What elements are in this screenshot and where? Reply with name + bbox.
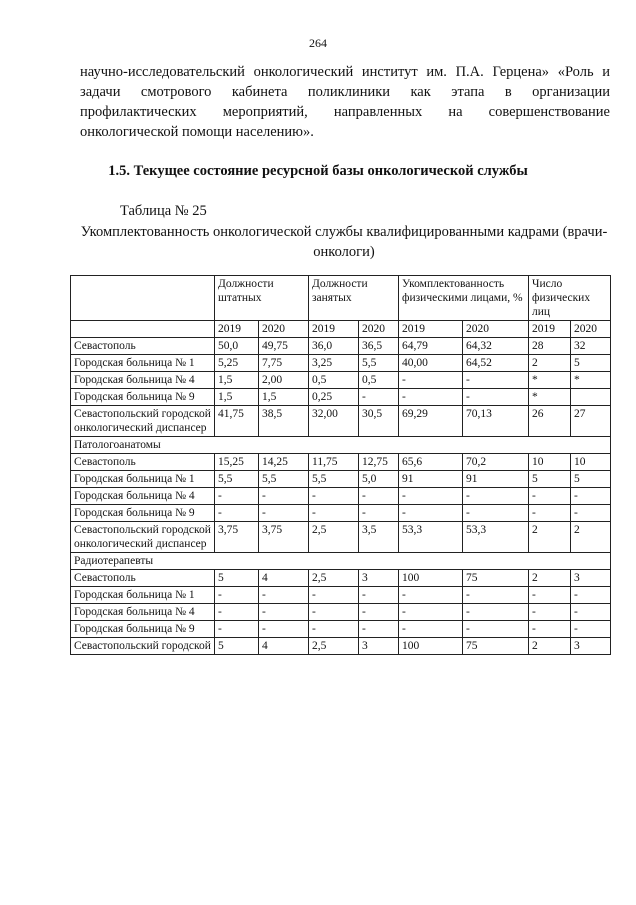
- value-cell: -: [571, 505, 611, 522]
- value-cell: 2: [571, 522, 611, 553]
- value-cell: 3: [359, 570, 399, 587]
- value-cell: -: [571, 604, 611, 621]
- value-cell: 2: [529, 355, 571, 372]
- value-cell: 100: [399, 638, 463, 655]
- year-cell: 2020: [463, 321, 529, 338]
- value-cell: -: [259, 505, 309, 522]
- row-label-cell: Городская больница № 1: [71, 355, 215, 372]
- year-cell-empty: [71, 321, 215, 338]
- row-label-cell: Городская больница № 4: [71, 488, 215, 505]
- value-cell: 53,3: [399, 522, 463, 553]
- value-cell: 5: [529, 471, 571, 488]
- row-label-cell: Городская больница № 1: [71, 471, 215, 488]
- value-cell: 50,0: [215, 338, 259, 355]
- value-cell: -: [399, 488, 463, 505]
- value-cell: 4: [259, 570, 309, 587]
- value-cell: 2,5: [309, 638, 359, 655]
- value-cell: -: [359, 604, 399, 621]
- value-cell: 27: [571, 406, 611, 437]
- value-cell: -: [359, 621, 399, 638]
- row-label-cell: Севастополь: [71, 454, 215, 471]
- value-cell: 11,75: [309, 454, 359, 471]
- value-cell: -: [399, 372, 463, 389]
- value-cell: 65,6: [399, 454, 463, 471]
- value-cell: 12,75: [359, 454, 399, 471]
- table-row: [71, 570, 611, 587]
- value-cell: 75: [463, 638, 529, 655]
- value-cell: 28: [529, 338, 571, 355]
- year-cell: 2019: [399, 321, 463, 338]
- value-cell: -: [463, 389, 529, 406]
- value-cell: -: [215, 505, 259, 522]
- row-label-cell: Севастопольский городской онкологический диспансер: [71, 522, 215, 553]
- value-cell: -: [309, 604, 359, 621]
- value-cell: -: [309, 488, 359, 505]
- value-cell: *: [571, 372, 611, 389]
- body-paragraph: научно-исследовательский онкологический институт им. П.А. Герцена» «Роль и задачи смотрового кабинета поликлиники как этапа в организации профилактических мероприятий, направленных на совершенствование онкологической помощи населению».: [80, 64, 610, 140]
- value-cell: *: [529, 372, 571, 389]
- value-cell: 5,5: [215, 471, 259, 488]
- value-cell: 1,5: [215, 389, 259, 406]
- value-cell: -: [529, 604, 571, 621]
- table-row: [71, 587, 611, 604]
- row-label-cell: Севастопольский городской онкологический диспансер: [71, 406, 215, 437]
- value-cell: 14,25: [259, 454, 309, 471]
- value-cell: 2,00: [259, 372, 309, 389]
- value-cell: 2: [529, 522, 571, 553]
- table-section-row: [71, 437, 611, 454]
- value-cell: 70,13: [463, 406, 529, 437]
- value-cell: -: [399, 587, 463, 604]
- value-cell: *: [529, 389, 571, 406]
- value-cell: 36,5: [359, 338, 399, 355]
- row-label-cell: Городская больница № 9: [71, 505, 215, 522]
- table-row: [71, 372, 611, 389]
- table-row: [71, 406, 611, 437]
- value-cell: -: [359, 505, 399, 522]
- value-cell: 5: [215, 638, 259, 655]
- row-label-cell: Городская больница № 9: [71, 389, 215, 406]
- table-row: [71, 604, 611, 621]
- page-number: 264: [309, 36, 327, 50]
- row-label-cell: Севастополь: [71, 570, 215, 587]
- year-cell: 2020: [571, 321, 611, 338]
- value-cell: 2,5: [309, 570, 359, 587]
- value-cell: 5: [571, 471, 611, 488]
- value-cell: 5,0: [359, 471, 399, 488]
- table-caption: Укомплектованность онкологической службы квалифицированными кадрами (врачи-онкологи): [80, 224, 608, 260]
- value-cell: -: [571, 587, 611, 604]
- table-row: [71, 355, 611, 372]
- value-cell: -: [215, 621, 259, 638]
- value-cell: 36,0: [309, 338, 359, 355]
- value-cell: 5: [215, 570, 259, 587]
- value-cell: -: [359, 389, 399, 406]
- table-row: [71, 488, 611, 505]
- value-cell: -: [215, 604, 259, 621]
- value-cell: 38,5: [259, 406, 309, 437]
- value-cell: 0,5: [309, 372, 359, 389]
- value-cell: -: [529, 621, 571, 638]
- value-cell: 1,5: [215, 372, 259, 389]
- value-cell: -: [399, 505, 463, 522]
- value-cell: 75: [463, 570, 529, 587]
- value-cell: 1,5: [259, 389, 309, 406]
- value-cell: 2: [529, 638, 571, 655]
- value-cell: 2: [529, 570, 571, 587]
- year-cell: 2020: [259, 321, 309, 338]
- value-cell: -: [571, 488, 611, 505]
- value-cell: [571, 389, 611, 406]
- table-year-row: [71, 321, 611, 338]
- value-cell: -: [399, 604, 463, 621]
- value-cell: -: [259, 621, 309, 638]
- row-label-cell: Городская больница № 4: [71, 372, 215, 389]
- value-cell: 10: [571, 454, 611, 471]
- value-cell: 5,5: [309, 471, 359, 488]
- value-cell: 64,52: [463, 355, 529, 372]
- value-cell: 64,79: [399, 338, 463, 355]
- value-cell: 70,2: [463, 454, 529, 471]
- table-row: [71, 621, 611, 638]
- header-cell-persons-count: Число физических лиц: [529, 276, 611, 321]
- value-cell: -: [259, 587, 309, 604]
- header-cell-staff-positions: Должности штатных: [215, 276, 309, 321]
- value-cell: -: [309, 587, 359, 604]
- value-cell: 7,75: [259, 355, 309, 372]
- value-cell: 4: [259, 638, 309, 655]
- value-cell: 100: [399, 570, 463, 587]
- value-cell: -: [215, 488, 259, 505]
- value-cell: -: [215, 587, 259, 604]
- table-section-row: [71, 553, 611, 570]
- value-cell: 40,00: [399, 355, 463, 372]
- table-row: [71, 522, 611, 553]
- year-cell: 2019: [309, 321, 359, 338]
- value-cell: 3,75: [259, 522, 309, 553]
- value-cell: 2,5: [309, 522, 359, 553]
- table-row: [71, 389, 611, 406]
- value-cell: 3,25: [309, 355, 359, 372]
- value-cell: 53,3: [463, 522, 529, 553]
- value-cell: 64,32: [463, 338, 529, 355]
- section-heading: 1.5. Текущее состояние ресурсной базы онкологической службы: [108, 163, 528, 179]
- value-cell: 49,75: [259, 338, 309, 355]
- value-cell: 32,00: [309, 406, 359, 437]
- table-row: [71, 338, 611, 355]
- value-cell: -: [529, 505, 571, 522]
- staffing-table-container: [70, 275, 610, 655]
- value-cell: -: [463, 372, 529, 389]
- table-row: [71, 638, 611, 655]
- year-cell: 2020: [359, 321, 399, 338]
- value-cell: 5: [571, 355, 611, 372]
- value-cell: -: [359, 587, 399, 604]
- row-label-cell: Городская больница № 1: [71, 587, 215, 604]
- value-cell: 0,25: [309, 389, 359, 406]
- table-body: [71, 338, 611, 655]
- value-cell: -: [309, 621, 359, 638]
- value-cell: 69,29: [399, 406, 463, 437]
- value-cell: 32: [571, 338, 611, 355]
- value-cell: 91: [399, 471, 463, 488]
- value-cell: 3,75: [215, 522, 259, 553]
- row-label-cell: Севастополь: [71, 338, 215, 355]
- value-cell: -: [463, 505, 529, 522]
- value-cell: -: [463, 488, 529, 505]
- value-cell: 0,5: [359, 372, 399, 389]
- table-header-row: [71, 276, 611, 321]
- value-cell: 10: [529, 454, 571, 471]
- value-cell: -: [259, 604, 309, 621]
- table-row: [71, 454, 611, 471]
- value-cell: -: [359, 488, 399, 505]
- value-cell: -: [571, 621, 611, 638]
- value-cell: -: [399, 389, 463, 406]
- value-cell: -: [399, 621, 463, 638]
- value-cell: 26: [529, 406, 571, 437]
- section-label: Радиотерапевты: [71, 553, 611, 570]
- value-cell: 3,5: [359, 522, 399, 553]
- value-cell: 3: [359, 638, 399, 655]
- value-cell: -: [463, 604, 529, 621]
- staffing-table: [70, 275, 611, 655]
- value-cell: -: [529, 587, 571, 604]
- value-cell: -: [463, 621, 529, 638]
- value-cell: 3: [571, 638, 611, 655]
- value-cell: 91: [463, 471, 529, 488]
- header-cell-filled-positions: Должности занятых: [309, 276, 399, 321]
- header-cell-empty: [71, 276, 215, 321]
- section-label: Патологоанатомы: [71, 437, 611, 454]
- row-label-cell: Городская больница № 4: [71, 604, 215, 621]
- table-number: Таблица № 25: [120, 203, 207, 219]
- row-label-cell: Севастопольский городской: [71, 638, 215, 655]
- value-cell: -: [259, 488, 309, 505]
- table-row: [71, 471, 611, 488]
- value-cell: 41,75: [215, 406, 259, 437]
- year-cell: 2019: [215, 321, 259, 338]
- value-cell: 3: [571, 570, 611, 587]
- row-label-cell: Городская больница № 9: [71, 621, 215, 638]
- value-cell: -: [463, 587, 529, 604]
- value-cell: 15,25: [215, 454, 259, 471]
- header-cell-staffing-percent: Укомплектованность физическими лицами, %: [399, 276, 529, 321]
- value-cell: -: [309, 505, 359, 522]
- value-cell: 5,25: [215, 355, 259, 372]
- year-cell: 2019: [529, 321, 571, 338]
- value-cell: 5,5: [359, 355, 399, 372]
- table-row: [71, 505, 611, 522]
- value-cell: -: [529, 488, 571, 505]
- value-cell: 30,5: [359, 406, 399, 437]
- value-cell: 5,5: [259, 471, 309, 488]
